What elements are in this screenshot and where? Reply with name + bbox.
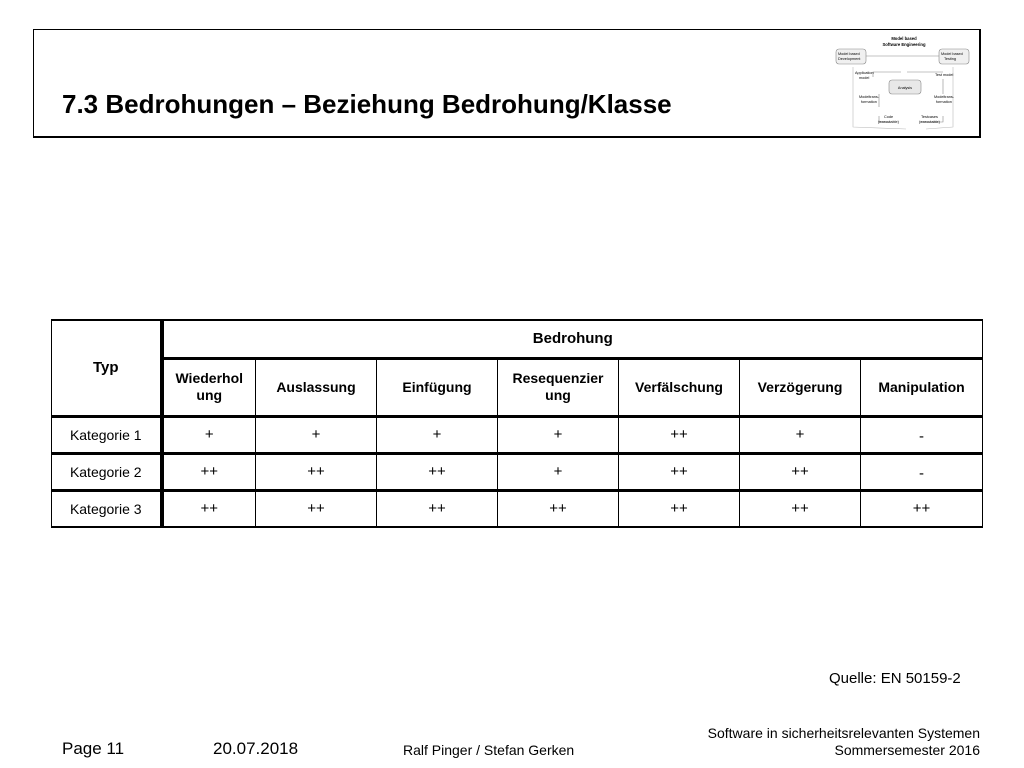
source-note: Quelle: EN 50159-2: [829, 670, 961, 687]
col-header-verfaelschung: Verfälschung: [619, 358, 740, 416]
table-cell: ++: [256, 453, 377, 490]
logo-code-line2: (executable): [878, 120, 899, 124]
table-cell: +: [498, 453, 619, 490]
col-header-manipulation: Manipulation: [861, 358, 983, 416]
footer-course-title: Software in sicherheitsrelevanten Systemen: [707, 725, 980, 741]
logo-code-line1: Code: [884, 115, 894, 119]
table-row: [52, 453, 983, 490]
table-cell: -: [861, 453, 983, 490]
table-cell: ++: [162, 453, 256, 490]
logo-mt-right-line2: formation: [936, 100, 952, 104]
logo-right-box-line1: Model based: [941, 52, 963, 56]
col-header-einfuegung: Einfügung: [377, 358, 498, 416]
footer-authors: Ralf Pinger / Stefan Gerken: [403, 742, 575, 758]
logo-left-box-line1: Model based: [838, 52, 860, 56]
table-cell: +: [740, 416, 861, 453]
footer-date: 20.07.2018: [213, 739, 299, 758]
logo-testcases-line1: Testcases: [921, 115, 938, 119]
table-cell: ++: [861, 490, 983, 527]
footer-course: [708, 725, 980, 759]
table-cell: ++: [619, 490, 740, 527]
typ-header: Typ: [52, 320, 162, 416]
logo-mt-left-line1: Modeltrans-: [859, 95, 880, 99]
col-header-wiederholung: Wiederhol ung: [162, 358, 256, 416]
table-cell: +: [256, 416, 377, 453]
row-label: Kategorie 1: [52, 416, 162, 453]
table-cell: +: [377, 416, 498, 453]
threat-class-table: [51, 319, 983, 528]
logo-left-box-line2: Development: [838, 57, 861, 61]
mbse-diagram-logo: [831, 32, 977, 136]
table-cell: +: [162, 416, 256, 453]
table-cell: ++: [377, 490, 498, 527]
col-header-auslassung: Auslassung: [256, 358, 377, 416]
table-cell: ++: [740, 453, 861, 490]
footer-semester: Sommersemester 2016: [834, 742, 980, 758]
logo-right-box-line2: Testing: [944, 57, 957, 61]
logo-analysis: Analysis: [897, 86, 913, 90]
row-label: Kategorie 2: [52, 453, 162, 490]
footer-page-number: Page 11: [62, 739, 125, 758]
table-cell: ++: [619, 453, 740, 490]
table-cell: ++: [162, 490, 256, 527]
table-cell: ++: [498, 490, 619, 527]
table-row: [52, 416, 983, 453]
logo-title-line2: Software Engineering: [882, 42, 926, 47]
logo-app-model-line1: Application: [855, 71, 874, 75]
table-cell: ++: [740, 490, 861, 527]
slide-title: 7.3 Bedrohungen – Beziehung Bedrohung/Klasse: [62, 89, 672, 119]
col-header-resequenzierung: Resequenzier ung: [498, 358, 619, 416]
row-label: Kategorie 3: [52, 490, 162, 527]
logo-test-model: Test model: [935, 73, 954, 77]
table-cell: ++: [619, 416, 740, 453]
logo-mt-right-line1: Modeltrans-: [934, 95, 955, 99]
table-cell: +: [498, 416, 619, 453]
bedrohung-group-header: Bedrohung: [162, 320, 983, 358]
table-row: [52, 490, 983, 527]
title-box: [33, 29, 981, 138]
logo-testcases-line2: (executable): [919, 120, 940, 124]
col-header-verzoegerung: Verzögerung: [740, 358, 861, 416]
logo-app-model-line2: model: [859, 76, 870, 80]
table-cell: ++: [256, 490, 377, 527]
logo-title-line1: Model based: [891, 36, 917, 41]
table-cell: -: [861, 416, 983, 453]
table-cell: ++: [377, 453, 498, 490]
logo-mt-left-line2: formation: [861, 100, 877, 104]
